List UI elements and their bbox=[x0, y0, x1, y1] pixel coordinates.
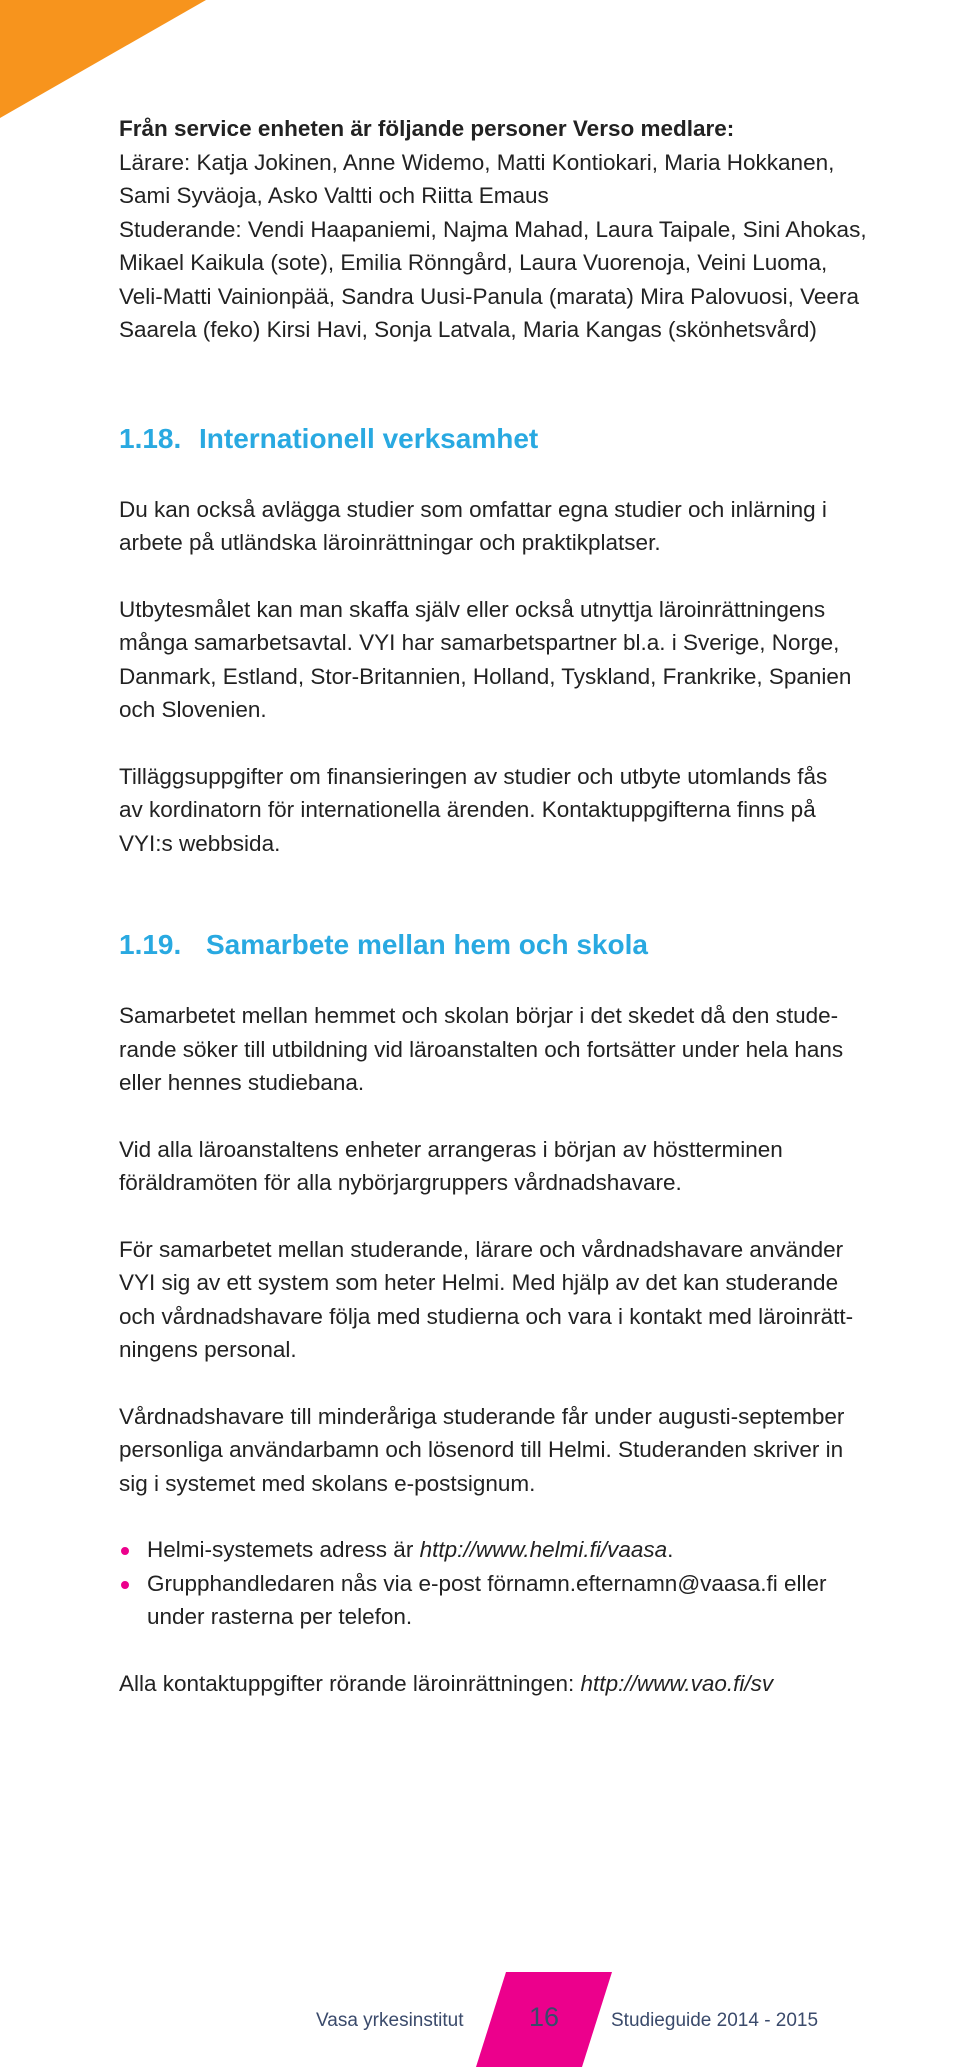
section-number: 1.19. bbox=[119, 929, 182, 960]
paragraph bbox=[119, 1400, 959, 1501]
contact-line bbox=[119, 1667, 959, 1701]
intro-line: Lärare: Katja Jokinen, Anne Widemo, Matti Kontiokari, Maria Hokkanen, bbox=[119, 149, 835, 175]
page-content bbox=[119, 112, 959, 1700]
bullet-list bbox=[119, 1533, 959, 1634]
corner-decoration bbox=[0, 0, 206, 118]
bullet-dot-icon bbox=[121, 1581, 129, 1589]
text-line: eller hennes studiebana. bbox=[119, 1070, 365, 1095]
text-line: ningens personal. bbox=[119, 1337, 297, 1362]
paragraph bbox=[119, 1233, 959, 1367]
text-line: arbete på utländska läroinrättningar och praktikplatser. bbox=[119, 530, 661, 555]
text-line: Samarbetet mellan hemmet och skolan börjar i det skedet då den stude- bbox=[119, 1003, 839, 1028]
bullet-dot-icon bbox=[121, 1547, 129, 1555]
text-line: rande söker till utbildning vid läroanstalten och fortsätter under hela hans bbox=[119, 1036, 844, 1062]
list-item bbox=[119, 1533, 959, 1567]
paragraph bbox=[119, 493, 959, 560]
paragraph bbox=[119, 760, 959, 861]
text-line: av kordinatorn för internationella ärenden. Kontaktuppgifterna finns på bbox=[119, 797, 816, 822]
intro-line: Veli-Matti Vainionpää, Sandra Uusi-Panula (marata) Mira Palovuosi, Veera bbox=[119, 283, 859, 309]
text-line: Du kan också avlägga studier som omfattar egna studier och inlärning i bbox=[119, 496, 827, 522]
text-line: Vid alla läroanstaltens enheter arrangeras i början av höstterminen bbox=[119, 1136, 783, 1162]
bullet-text: Grupphandledaren nås via e-post förnamn.efternamn@vaasa.fi eller bbox=[147, 1570, 827, 1596]
contact-text: Alla kontaktuppgifter rörande läroinrättningen: bbox=[119, 1670, 581, 1696]
section-number: 1.18. bbox=[119, 422, 182, 454]
paragraph bbox=[119, 593, 959, 727]
bullet-text: under rasterna per telefon. bbox=[147, 1604, 413, 1629]
text-line: VYI sig av ett system som heter Helmi. Med hjälp av det kan studerande bbox=[119, 1270, 839, 1295]
intro-lead: Från service enheten är följande personer Verso medlare: bbox=[119, 116, 735, 141]
intro-line: Saarela (feko) Kirsi Havi, Sonja Latvala, Maria Kangas (skönhetsvård) bbox=[119, 317, 817, 342]
verso-intro bbox=[119, 112, 959, 347]
text-line: personliga användarbamn och lösenord till Helmi. Studeranden skriver in bbox=[119, 1437, 844, 1462]
intro-line: Mikael Kaikula (sote), Emilia Rönngård, Laura Vuorenoja, Veini Luoma, bbox=[119, 250, 828, 275]
text-line: föräldramöten för alla nybörjargruppers vårdnadshavare. bbox=[119, 1170, 682, 1195]
section-heading-1-19 bbox=[119, 927, 959, 963]
list-item bbox=[119, 1567, 959, 1634]
bullet-text: Helmi-systemets adress är bbox=[147, 1537, 420, 1562]
section-title: Samarbete mellan hem och skola bbox=[206, 929, 648, 960]
helmi-link[interactable]: http://www.helmi.fi/vaasa bbox=[419, 1537, 668, 1562]
page-footer bbox=[0, 1972, 960, 2067]
text-line: Utbytesmålet kan man skaffa själv eller också utnyttja läroinrättningens bbox=[119, 596, 826, 622]
bullet-text-end: . bbox=[667, 1537, 674, 1562]
text-line: Vårdnadshavare till minderåriga studerande får under augusti-september bbox=[119, 1403, 845, 1429]
page-number: 16 bbox=[528, 2002, 560, 2032]
section-title: Internationell verksamhet bbox=[199, 422, 539, 454]
text-line: Tilläggsuppgifter om finansieringen av studier och utbyte utomlands fås bbox=[119, 763, 828, 789]
intro-line: Studerande: Vendi Haapaniemi, Najma Mahad, Laura Taipale, Sini Ahokas, bbox=[119, 216, 867, 242]
vao-link[interactable]: http://www.vao.fi/sv bbox=[580, 1670, 774, 1696]
page-number-tab bbox=[476, 1972, 612, 2067]
intro-line: Sami Syväoja, Asko Valtti och Riitta Emaus bbox=[119, 183, 549, 208]
text-line: många samarbetsavtal. VYI har samarbetspartner bl.a. i Sverige, Norge, bbox=[119, 630, 840, 655]
text-line: och vårdnadshavare följa med studierna och vara i kontakt med läroinrätt- bbox=[119, 1303, 854, 1329]
paragraph bbox=[119, 1133, 959, 1200]
text-line: och Slovenien. bbox=[119, 697, 267, 722]
footer-school-name: Vasa yrkesinstitut bbox=[316, 2010, 464, 2031]
text-line: VYI:s webbsida. bbox=[119, 830, 281, 856]
text-line: Danmark, Estland, Stor-Britannien, Holland, Tyskland, Frankrike, Spanien bbox=[119, 663, 852, 689]
footer-guide-title: Studieguide 2014 - 2015 bbox=[611, 2010, 819, 2031]
section-heading-1-18 bbox=[119, 421, 959, 457]
text-line: För samarbetet mellan studerande, lärare och vårdnadshavare använder bbox=[119, 1236, 844, 1262]
text-line: sig i systemet med skolans e-postsignum. bbox=[119, 1470, 536, 1496]
paragraph bbox=[119, 999, 959, 1100]
